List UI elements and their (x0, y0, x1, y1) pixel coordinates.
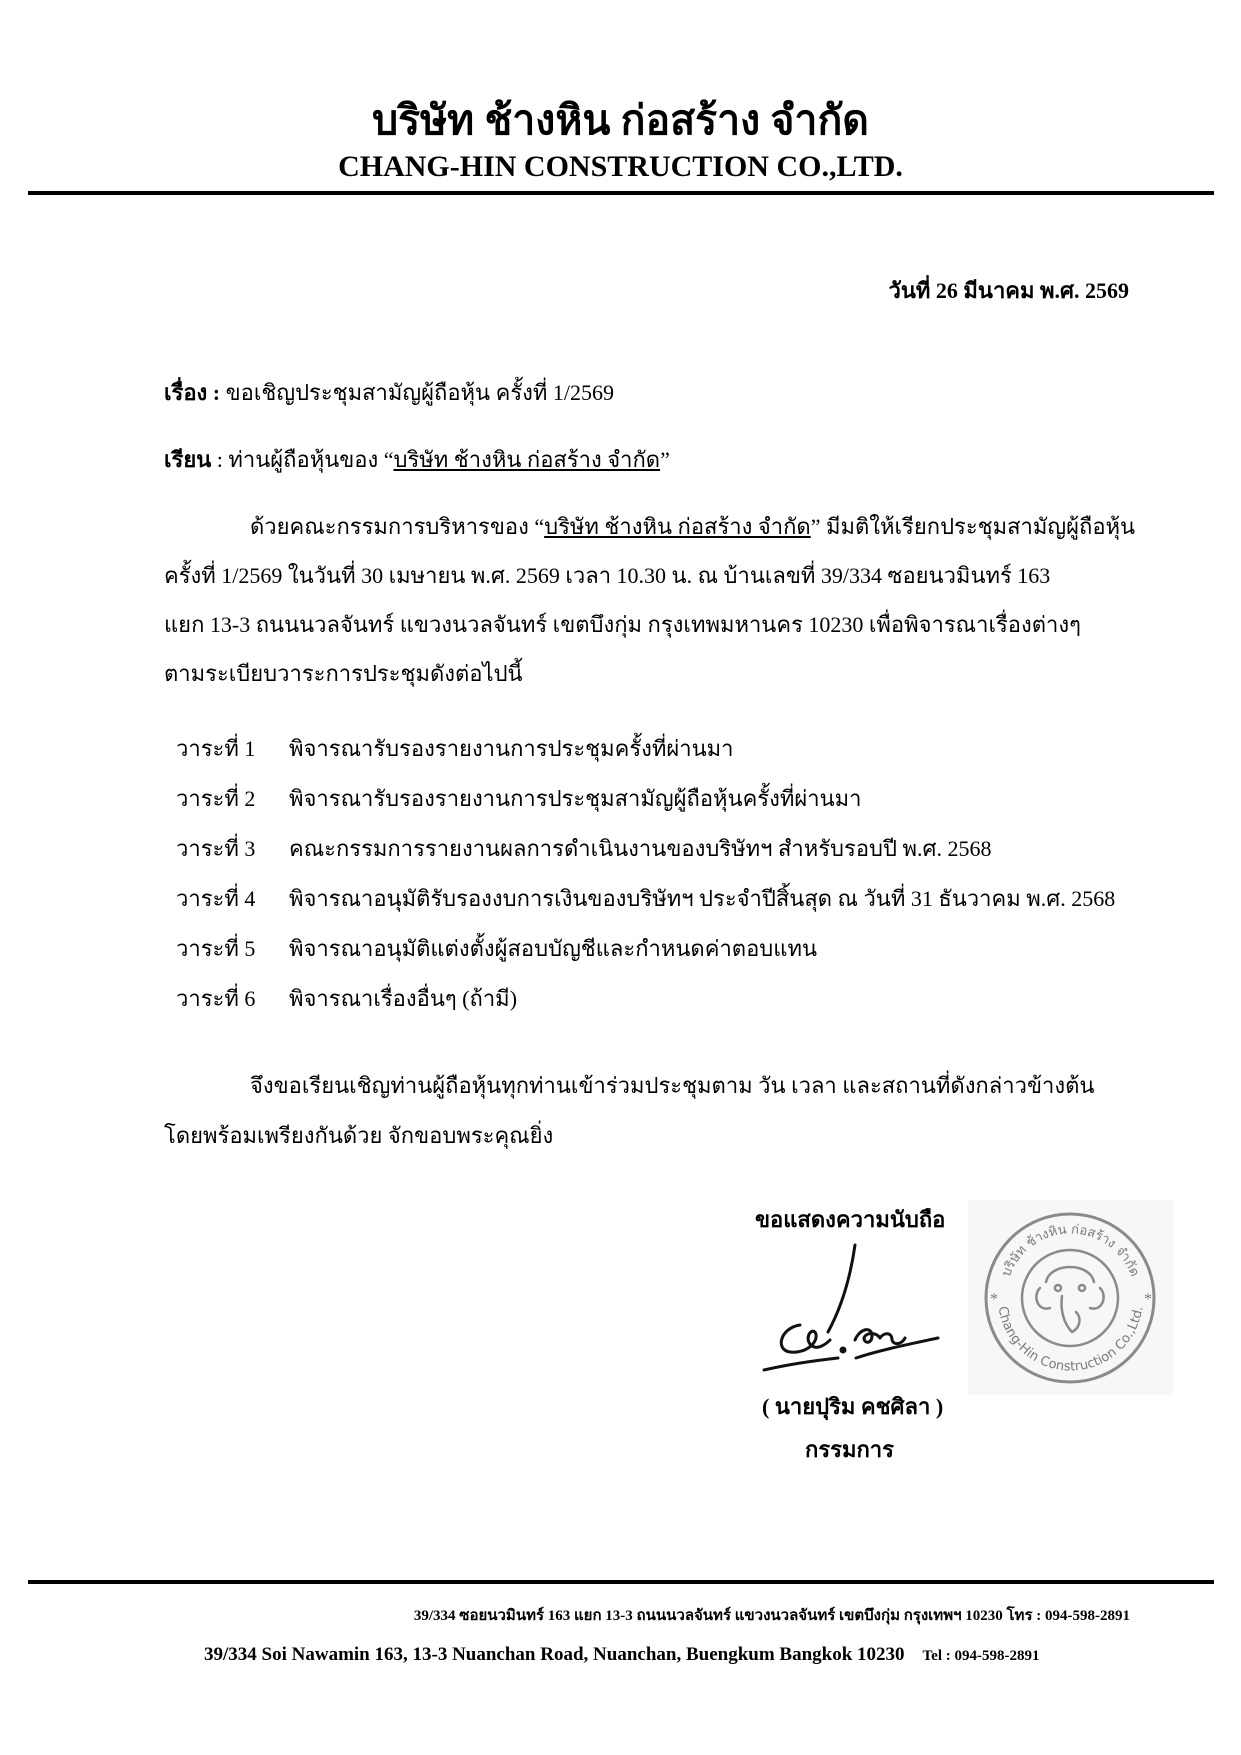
agenda-text: คณะกรรมการรายงานผลการดำเนินงานของบริษัทฯ สำหรับรอบปี พ.ศ. 2568 (289, 836, 992, 861)
signature-regards: ขอแสดงความนับถือ (755, 1207, 946, 1232)
letter-date: วันที่ 26 มีนาคม พ.ศ. 2569 (888, 278, 1129, 303)
intro-line-4: ตามระเบียบวาระการประชุมดังต่อไปนี้ (164, 661, 523, 686)
agenda-item (176, 931, 817, 966)
signatory-title: กรรมการ (805, 1437, 894, 1462)
footer-address-thai: 39/334 ซอยนวมินทร์ 163 แยก 13-3 ถนนนวลจันทร์ แขวงนวลจันทร์ เขตบึงกุ่ม กรุงเทพฯ 10230 โทร : 094-598-2891 (413, 1608, 1130, 1624)
company-name-english: CHANG-HIN CONSTRUCTION CO.,LTD. (338, 150, 903, 183)
stamp-seal (968, 1200, 1173, 1395)
agenda-number: วาระที่ 3 (176, 836, 256, 861)
subject-text: ขอเชิญประชุมสามัญผู้ถือหุ้น ครั้งที่ 1/2569 (225, 380, 614, 405)
svg-text:บริษัท ช้างหิน ก่อสร้าง จำกัด: บริษัท ช้างหิน ก่อสร้าง จำกัด (999, 1222, 1142, 1279)
recipient-separator: : (211, 447, 229, 472)
footer-address-english (204, 1644, 1039, 1666)
svg-text:Chang-Hin Construction Co.,Ltd: Chang-Hin Construction Co.,Ltd. (994, 1305, 1147, 1375)
agenda-item (176, 731, 734, 766)
agenda-number: วาระที่ 6 (176, 986, 256, 1011)
handwritten-signature (760, 1240, 945, 1380)
signatory-name: ( นายปุริม คชศิลา ) (762, 1394, 944, 1419)
svg-text:*: * (1144, 1291, 1152, 1308)
recipient-suffix: ” (660, 447, 670, 472)
agenda-text: พิจารณาเรื่องอื่นๆ (ถ้ามี) (289, 986, 518, 1011)
agenda-text: พิจารณารับรองรายงานการประชุมสามัญผู้ถือหุ้นครั้งที่ผ่านมา (289, 786, 862, 811)
subject-separator: : (207, 380, 226, 405)
agenda-number: วาระที่ 4 (176, 886, 256, 911)
agenda-item (176, 881, 1115, 916)
agenda-text: พิจารณาอนุมัติรับรองงบการเงินของบริษัทฯ ประจำปีสิ้นสุด ณ วันที่ 31 ธันวาคม พ.ศ. 2568 (289, 886, 1116, 911)
recipient-prefix: ท่านผู้ถือหุ้นของ “ (228, 447, 394, 472)
agenda-item (176, 781, 862, 816)
footer-telephone: Tel : 094-598-2891 (922, 1648, 1040, 1664)
intro-text-a: ด้วยคณะกรรมการบริหารของ “ (250, 514, 545, 539)
recipient-line (164, 445, 670, 475)
intro-line-3: แยก 13-3 ถนนนวลจันทร์ แขวงนวลจันทร์ เขตบึงกุ่ม กรุงเทพมหานคร 10230 เพื่อพิจารณาเรื่องต่างๆ (164, 612, 1081, 637)
closing-line-2: โดยพร้อมเพรียงกันด้วย จักขอบพระคุณยิ่ง (164, 1123, 554, 1148)
agenda-text: พิจารณาอนุมัติแต่งตั้งผู้สอบบัญชีและกำหนดค่าตอบแทน (289, 936, 817, 961)
subject-label: เรื่อง (164, 380, 208, 405)
company-stamp (968, 1200, 1173, 1395)
closing-line-1: จึงขอเรียนเชิญท่านผู้ถือหุ้นทุกท่านเข้าร่วมประชุมตาม วัน เวลา และสถานที่ดังกล่าวข้างต้น (250, 1073, 1095, 1098)
subject-line (164, 378, 614, 408)
recipient-label: เรียน (164, 447, 212, 472)
header-divider (28, 191, 1214, 195)
agenda-item (176, 981, 517, 1016)
footer-address: 39/334 Soi Nawamin 163, 13-3 Nuanchan Road, Nuanchan, Buengkum Bangkok 10230 (204, 1644, 905, 1665)
agenda-number: วาระที่ 5 (176, 936, 256, 961)
footer-divider (28, 1580, 1214, 1584)
svg-text:*: * (990, 1291, 998, 1308)
intro-line-1 (250, 512, 1135, 542)
intro-text-b: ” มีมติให้เรียกประชุมสามัญผู้ถือหุ้น (810, 514, 1136, 539)
agenda-text: พิจารณารับรองรายงานการประชุมครั้งที่ผ่านมา (289, 736, 734, 761)
company-name-thai: บริษัท ช้างหิน ก่อสร้าง จำกัด (372, 97, 869, 143)
agenda-number: วาระที่ 1 (176, 736, 256, 761)
agenda-item (176, 831, 991, 866)
intro-company: บริษัท ช้างหิน ก่อสร้าง จำกัด (544, 514, 811, 539)
agenda-number: วาระที่ 2 (176, 786, 256, 811)
recipient-company: บริษัท ช้างหิน ก่อสร้าง จำกัด (393, 447, 661, 472)
intro-line-2: ครั้งที่ 1/2569 ในวันที่ 30 เมษายน พ.ศ. 2569 เวลา 10.30 น. ณ บ้านเลขที่ 39/334 ซอยนวมินทร์ 163 (164, 563, 1051, 588)
